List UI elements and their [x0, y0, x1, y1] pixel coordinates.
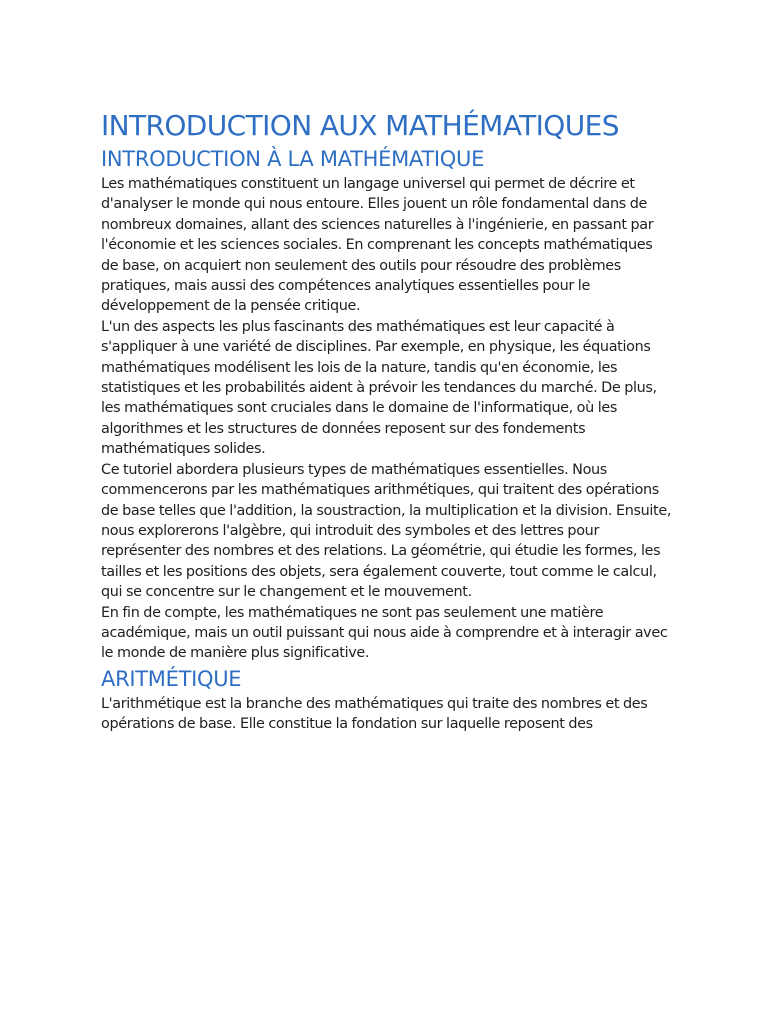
- section-heading-arithmetique: ARITMÉTIQUE: [101, 666, 242, 691]
- document-title: INTRODUCTION AUX MATHÉMATIQUES: [101, 109, 619, 142]
- document-page: [101, 108, 673, 735]
- paragraph: Les mathématiques constituent un langage universel qui permet de décrire et d'analyser le monde qui nous entoure. Elles jouent un rôle fondamental dans de nombreux domaines, allant des sciences naturelles à l'ingénierie, en passant par l'économie et les sciences sociales. En comprenant les concepts mathématiques de base, on acquiert non seulement des outils pour résoudre des problèmes pratiques, mais aussi des compétences analytiques essentielles pour le développement de la pensée critique.: [101, 176, 654, 315]
- paragraph: En fin de compte, les mathématiques ne sont pas seulement une matière académique, mais un outil puissant qui nous aide à comprendre et à interagir avec le monde de manière plus significative.: [101, 604, 668, 662]
- section-heading-introduction: INTRODUCTION À LA MATHÉMATIQUE: [101, 147, 485, 171]
- paragraph: Ce tutoriel abordera plusieurs types de mathématiques essentielles. Nous commencerons par les mathématiques arithmétiques, qui traitent des opérations de base telles que l'addition, la soustraction, la multiplication et la division. Ensuite, nous explorerons l'algèbre, qui introduit des symboles et des lettres pour représenter des nombres et des relations. La géométrie, qui étudie les formes, les tailles et les positions des objets, sera également couverte, tout comme le calcul, qui se concentre sur le changement et le mouvement.: [101, 461, 672, 601]
- paragraph: L'un des aspects les plus fascinants des mathématiques est leur capacité à s'appliquer à une variété de disciplines. Par exemple, en physique, les équations mathématiques modélisent les lois de la nature, tandis qu'en économie, les statistiques et les probabilités aident à prévoir les tendances du marché. De plus, les mathématiques sont cruciales dans le domaine de l'informatique, où les algorithmes et les structures de données reposent sur des fondements mathématiques solides.: [101, 318, 657, 458]
- paragraph: L'arithmétique est la branche des mathématiques qui traite des nombres et des opérations de base. Elle constitue la fondation sur laquelle reposent des: [101, 695, 648, 733]
